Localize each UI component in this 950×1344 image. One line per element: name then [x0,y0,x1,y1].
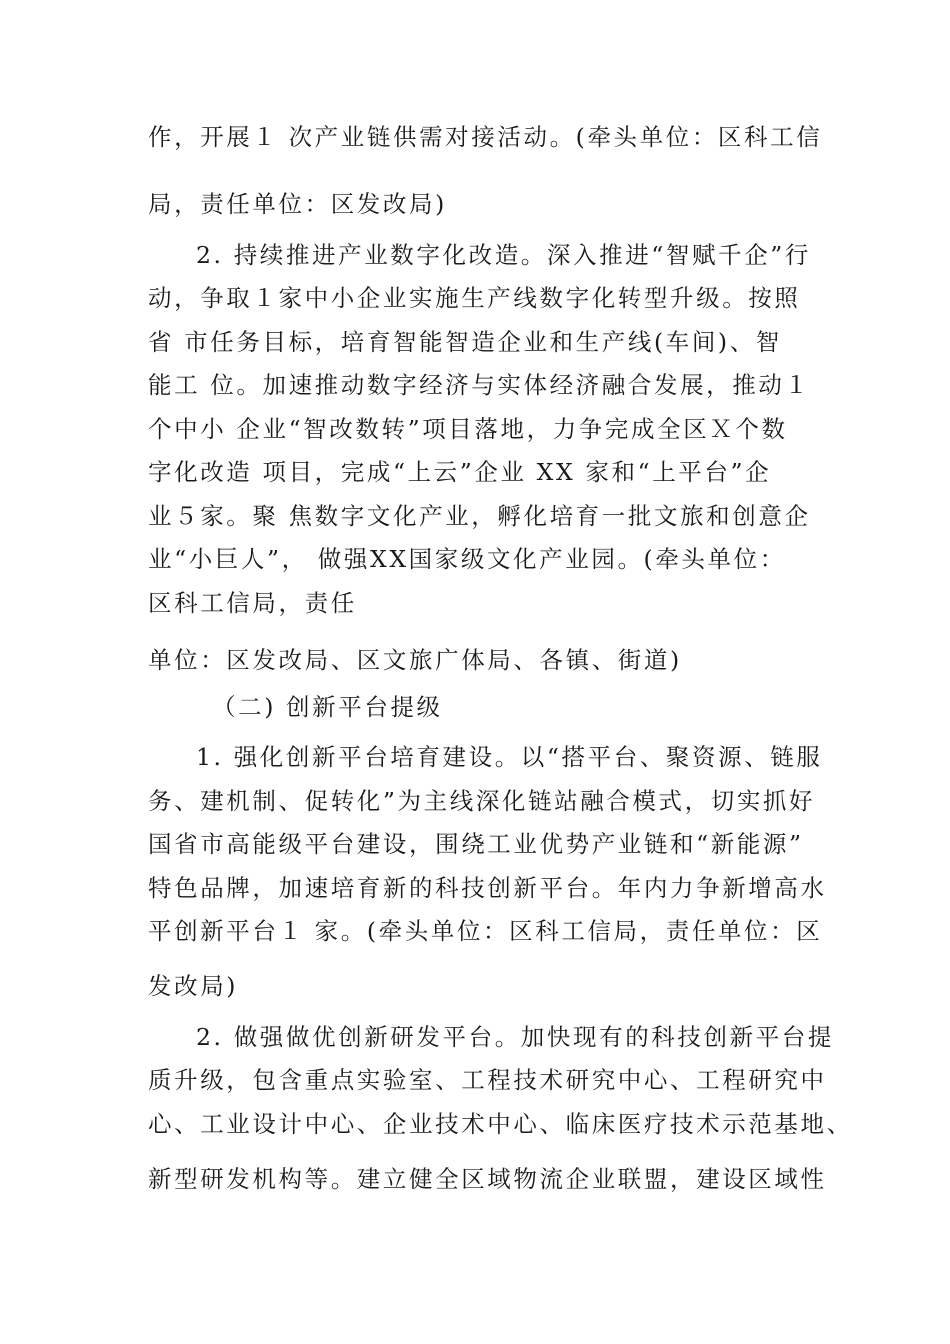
text-line: 发改局) [148,972,239,1000]
text-line: 新型研发机构等。建立健全区域物流企业联盟，建设区域性 [148,1165,827,1193]
text-line: 单位：区发改局、区文旅广体局、各镇、街道) [148,646,682,674]
text-line: 质升级，包含重点实验室、工程技术研究中心、工程研究中 [148,1066,827,1094]
text-line: 区科工信局，责任 [148,589,357,617]
text-line: 局，责任单位：区发改局) [148,190,447,218]
text-line: 业５家。聚 焦数字文化产业，孵化培育一批文旅和创意企 [148,502,811,530]
section-heading: （二) 创新平台提级 [212,693,443,721]
text-line: 务、建机制、促转化”为主线深化链站融合模式，切实抓好 [148,787,816,815]
text-line: 国省市高能级平台建设，围绕工业优势产业链和“新能源” [148,830,804,858]
text-line: 个中小 企业“智改数转”项目落地，力争完成全区Ｘ个数 [148,415,788,443]
paragraph-first-line: 2. 持续推进产业数字化改造。深入推进“智赋千企”行 [196,241,812,269]
text-line: 省 市任务目标，培育智能智造企业和生产线(车间)、智 [148,328,782,356]
text-line: 心、工业设计中心、企业技术中心、临床医疗技术示范基地、 [148,1110,853,1138]
paragraph-first-line: 1. 强化创新平台培育建设。以“搭平台、聚资源、链服 [196,743,823,771]
paragraph-first-line: 2. 做强做优创新研发平台。加快现有的科技创新平台提 [196,1023,834,1051]
text-line: 作，开展１ 次产业链供需对接活动。(牵头单位：区科工信 [148,123,823,151]
text-line: 能工 位。加速推动数字经济与实体经济融合发展，推动１ [148,371,811,399]
text-line: 动，争取１家中小企业实施生产线数字化转型升级。按照 [148,284,801,312]
text-line: 字化改造 项目，完成“上云”企业 XX 家和“上平台”企 [148,458,772,486]
text-line: 平创新平台１ 家。(牵头单位：区科工信局，责任单位：区 [148,917,823,945]
text-line: 业“小巨人”， 做强XX国家级文化产业园。(牵头单位： [148,545,786,573]
text-line: 特色品牌，加速培育新的科技创新平台。年内力争新增高水 [148,874,827,902]
